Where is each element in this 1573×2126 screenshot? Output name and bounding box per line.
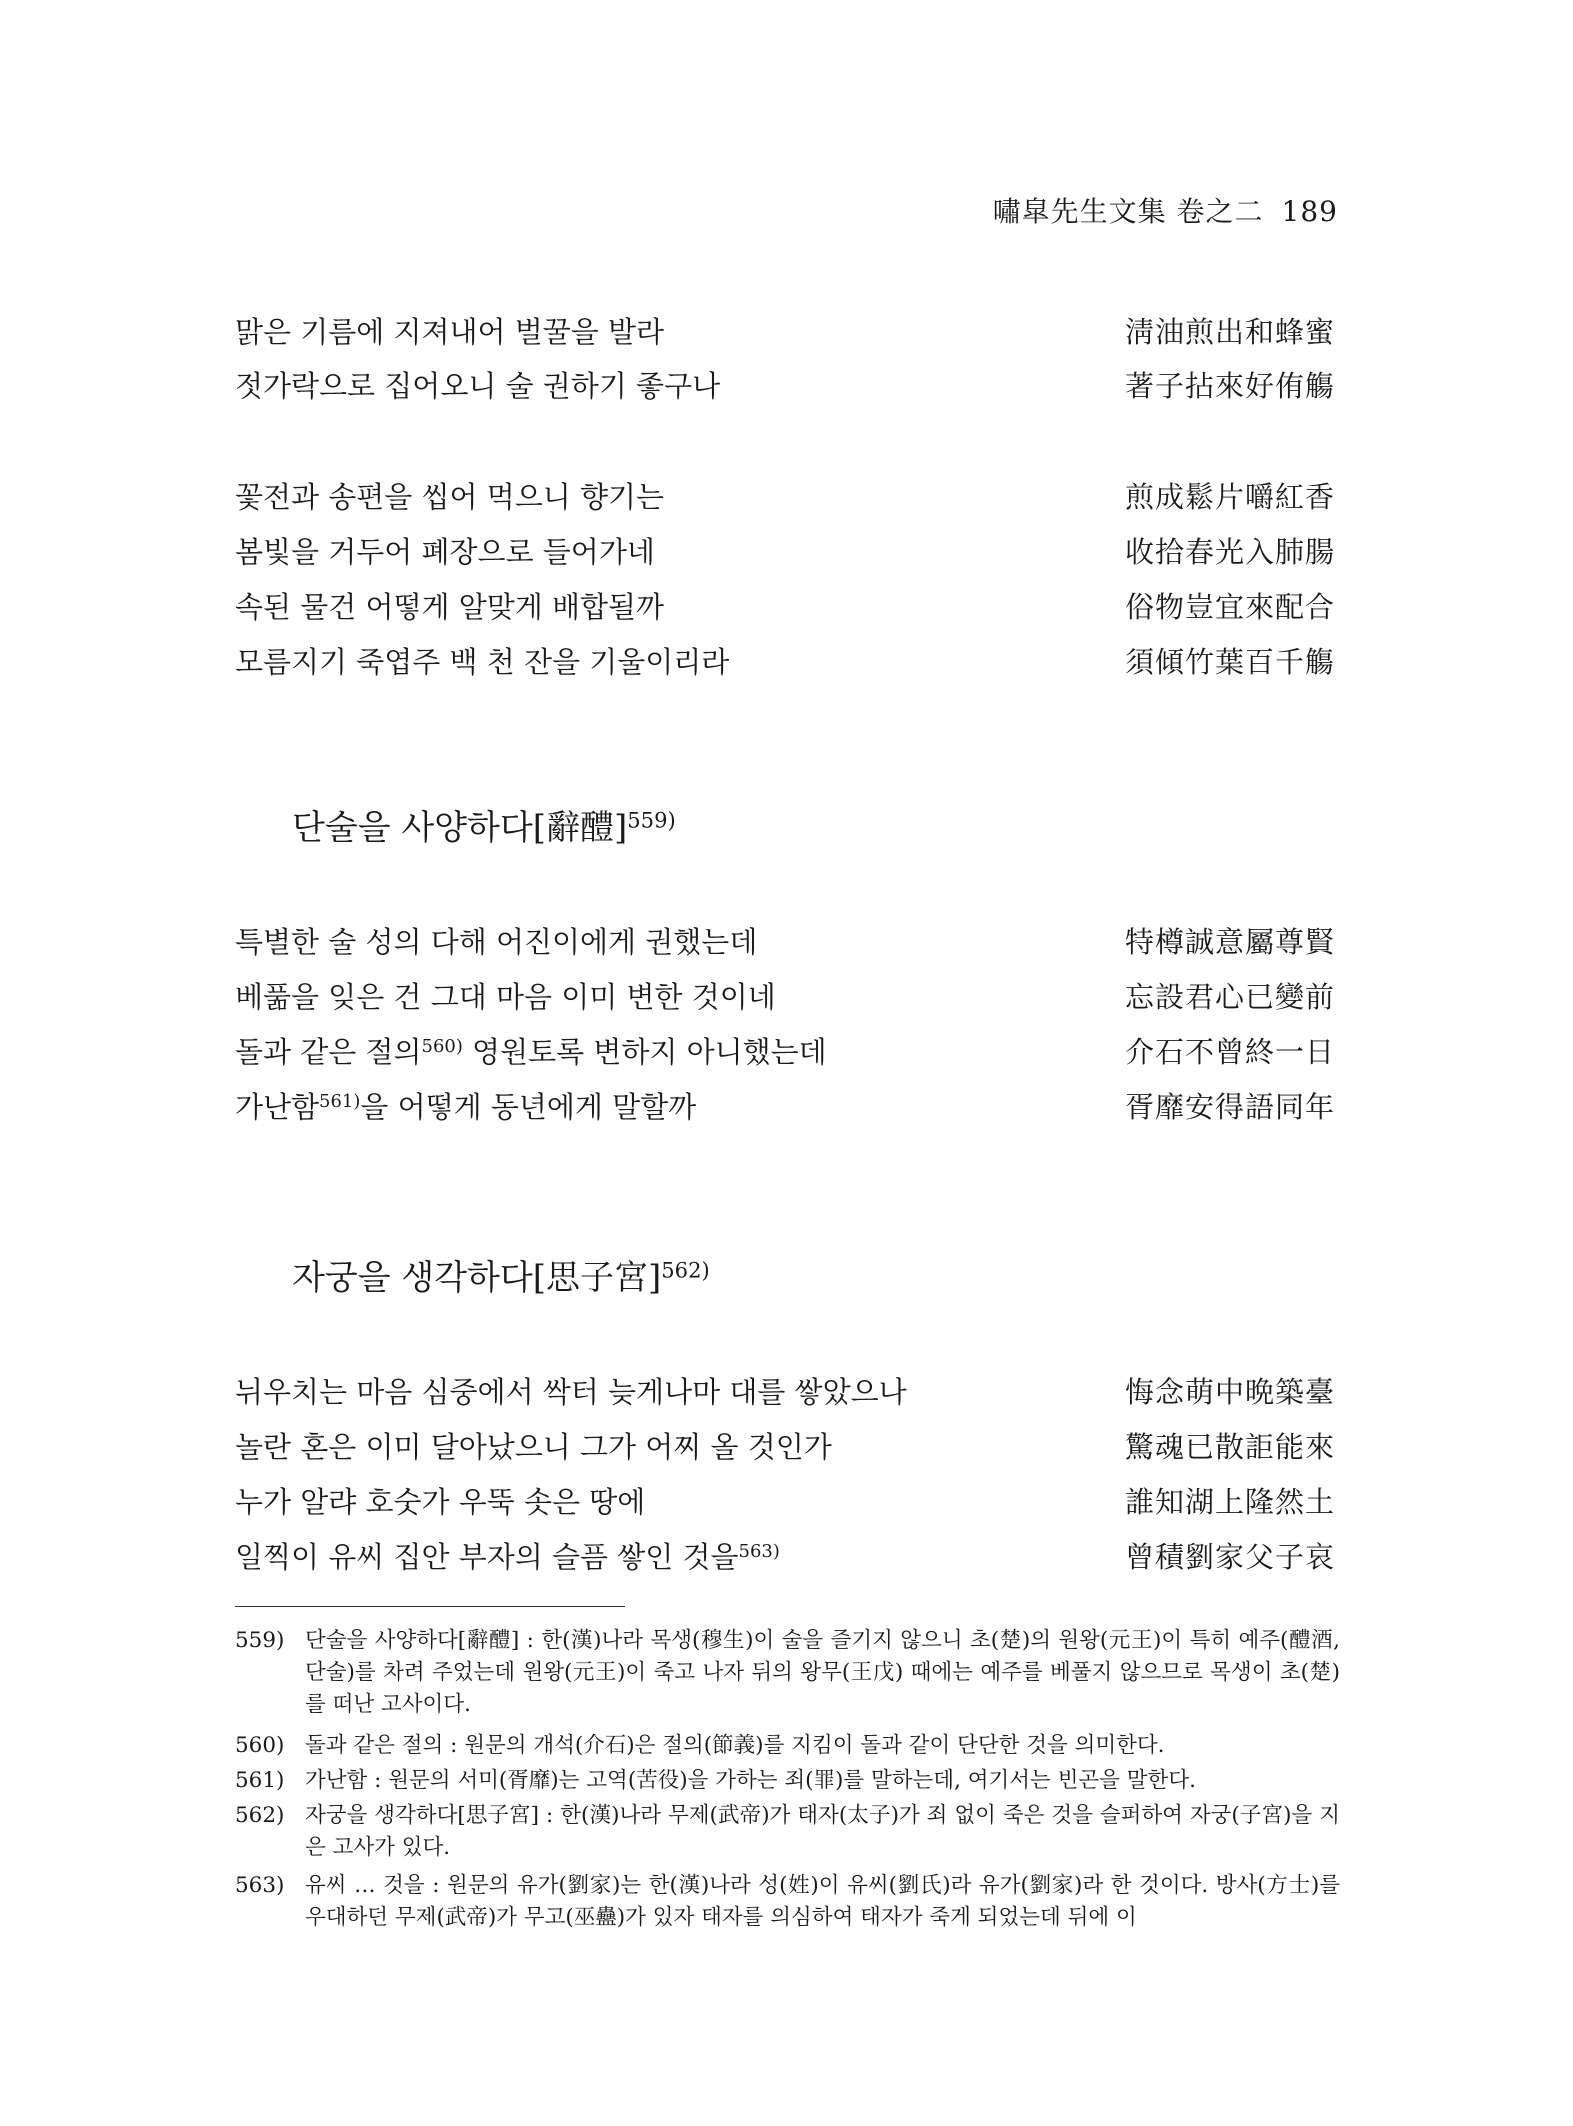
- hanja-original: 收拾春光入肺腸: [1124, 535, 1335, 569]
- hanja-original: 悔念萌中晩築臺: [1124, 1375, 1335, 1409]
- hanja-original: 驚魂已散詎能來: [1124, 1430, 1335, 1464]
- footnote-divider: [235, 1606, 625, 1607]
- hanja-original: 俗物豈宜來配合: [1124, 590, 1335, 624]
- korean-translation: 모름지기 죽엽주 백 천 잔을 기울이리라: [235, 645, 730, 679]
- footnote-number: 562): [235, 1803, 285, 1828]
- running-header: [993, 190, 1338, 230]
- verse-line: [235, 1425, 1335, 1465]
- hanja-original: 曾積劉家父子哀: [1124, 1540, 1335, 1574]
- footnote-text: 가난함 : 원문의 서미(胥靡)는 고역(苦役)을 가하는 죄(罪)를 말하는데, 여기서는 빈곤을 말한다.: [305, 1768, 1196, 1793]
- korean-translation: 뉘우치는 마음 심중에서 싹터 늦게나마 대를 쌓았으나: [235, 1375, 907, 1409]
- verse-line: [235, 1370, 1335, 1410]
- hanja-original: 淸油煎出和蜂蜜: [1124, 315, 1335, 349]
- footnote-number: 560): [235, 1733, 285, 1758]
- korean-translation: 놀란 혼은 이미 달아났으니 그가 어찌 올 것인가: [235, 1430, 832, 1464]
- korean-translation: [235, 1535, 780, 1576]
- verse-line: [235, 1535, 1335, 1575]
- hanja-original: 誰知湖上隆然土: [1124, 1485, 1335, 1519]
- hanja-original: 介石不曾終一日: [1124, 1035, 1335, 1069]
- footnote-ref: 562): [661, 1257, 710, 1283]
- korean-text: 돌과 같은 절의: [235, 1035, 422, 1069]
- korean-text: 가난함: [235, 1090, 320, 1124]
- korean-translation: 누가 알랴 호숫가 우뚝 솟은 땅에: [235, 1485, 646, 1519]
- footnote-text: 자궁을 생각하다[思子宮] : 한(漢)나라 무제(武帝)가 태자(太子)가 죄 없이 죽은 것을 슬퍼하여 자궁(子宮)을 지은 고사가 있다.: [305, 1803, 1340, 1860]
- korean-translation: 맑은 기름에 지져내어 벌꿀을 발라: [235, 315, 665, 349]
- korean-translation: [235, 1030, 827, 1071]
- footnote: [235, 1730, 1340, 1762]
- korean-translation: 속된 물건 어떻게 알맞게 배합될까: [235, 590, 665, 624]
- poem-title: [292, 800, 676, 849]
- korean-translation: 베풂을 잊은 건 그대 마음 이미 변한 것이네: [235, 980, 776, 1014]
- verse-line: [235, 1030, 1335, 1070]
- korean-translation: 젓가락으로 집어오니 술 권하기 좋구나: [235, 369, 721, 403]
- verse-line: [235, 310, 1335, 350]
- footnote-ref: 561): [319, 1091, 361, 1113]
- footnote-number: 563): [235, 1873, 285, 1898]
- hanja-original: 胥靡安得語同年: [1124, 1090, 1335, 1124]
- footnote-text: 돌과 같은 절의 : 원문의 개석(介石)은 절의(節義)를 지킴이 돌과 같이 단단한 것을 의미한다.: [305, 1733, 1165, 1758]
- hanja-original: 特樽誠意屬尊賢: [1124, 925, 1335, 959]
- hanja-original: 煎成鬆片嚼紅香: [1124, 480, 1335, 514]
- footnote: [235, 1765, 1340, 1797]
- footnote-text: 단술을 사양하다[辭醴] : 한(漢)나라 목생(穆生)이 술을 즐기지 않으니 초(楚)의 원왕(元王)이 특히 예주(醴酒,단술)를 차려 주었는데 원왕(元王)이 죽고 나자 뒤의 왕무(王戊) 때에는 예주를 베풀지 않으므로 목생이 초(楚)를 떠난 고사이다.: [305, 1628, 1340, 1717]
- book-title: 嘯皐先生文集 卷之二: [992, 195, 1264, 228]
- verse-line: [235, 364, 1335, 404]
- hanja-original: 忘設君心已變前: [1124, 980, 1335, 1014]
- korean-translation: 꽃전과 송편을 씹어 먹으니 향기는: [235, 480, 665, 514]
- verse-line: [235, 1085, 1335, 1125]
- korean-translation: 봄빛을 거두어 폐장으로 들어가네: [235, 535, 655, 569]
- footnote-ref: 559): [627, 807, 676, 833]
- poem-title-text: 자궁을 생각하다[思子宮]: [292, 1258, 662, 1298]
- footnote-number: 559): [235, 1628, 285, 1653]
- verse-line: [235, 585, 1335, 625]
- page-number: 189: [1281, 195, 1338, 228]
- poem-title: [292, 1250, 710, 1299]
- korean-text: 을 어떻게 동년에게 말할까: [360, 1090, 697, 1124]
- footnote: [235, 1800, 1340, 1864]
- footnote: [235, 1625, 1340, 1721]
- korean-translation: [235, 1085, 696, 1126]
- korean-translation: 특별한 술 성의 다해 어진이에게 권했는데: [235, 925, 758, 959]
- verse-line: [235, 975, 1335, 1015]
- footnote-ref: 563): [738, 1541, 780, 1563]
- korean-text: 영원토록 변하지 아니했는데: [462, 1035, 827, 1069]
- verse-line: [235, 640, 1335, 680]
- verse-line: [235, 920, 1335, 960]
- korean-text: 일찍이 유씨 집안 부자의 슬픔 쌓인 것을: [235, 1540, 739, 1574]
- footnote-ref: 560): [421, 1036, 463, 1058]
- hanja-original: 須傾竹葉百千觴: [1124, 645, 1335, 679]
- footnote: [235, 1870, 1340, 1934]
- hanja-original: 著子拈來好侑觴: [1124, 369, 1335, 403]
- footnote-text: 유씨 … 것을 : 원문의 유가(劉家)는 한(漢)나라 성(姓)이 유씨(劉氏)라 유가(劉家)라 한 것이다. 방사(方士)를 우대하던 무제(武帝)가 무고(巫蠱)가 있자 태자를 의심하여 태자가 죽게 되었는데 뒤에 이: [305, 1873, 1340, 1930]
- verse-line: [235, 475, 1335, 515]
- poem-title-text: 단술을 사양하다[辭醴]: [292, 808, 628, 848]
- verse-line: [235, 530, 1335, 570]
- footnote-number: 561): [235, 1768, 285, 1793]
- verse-line: [235, 1480, 1335, 1520]
